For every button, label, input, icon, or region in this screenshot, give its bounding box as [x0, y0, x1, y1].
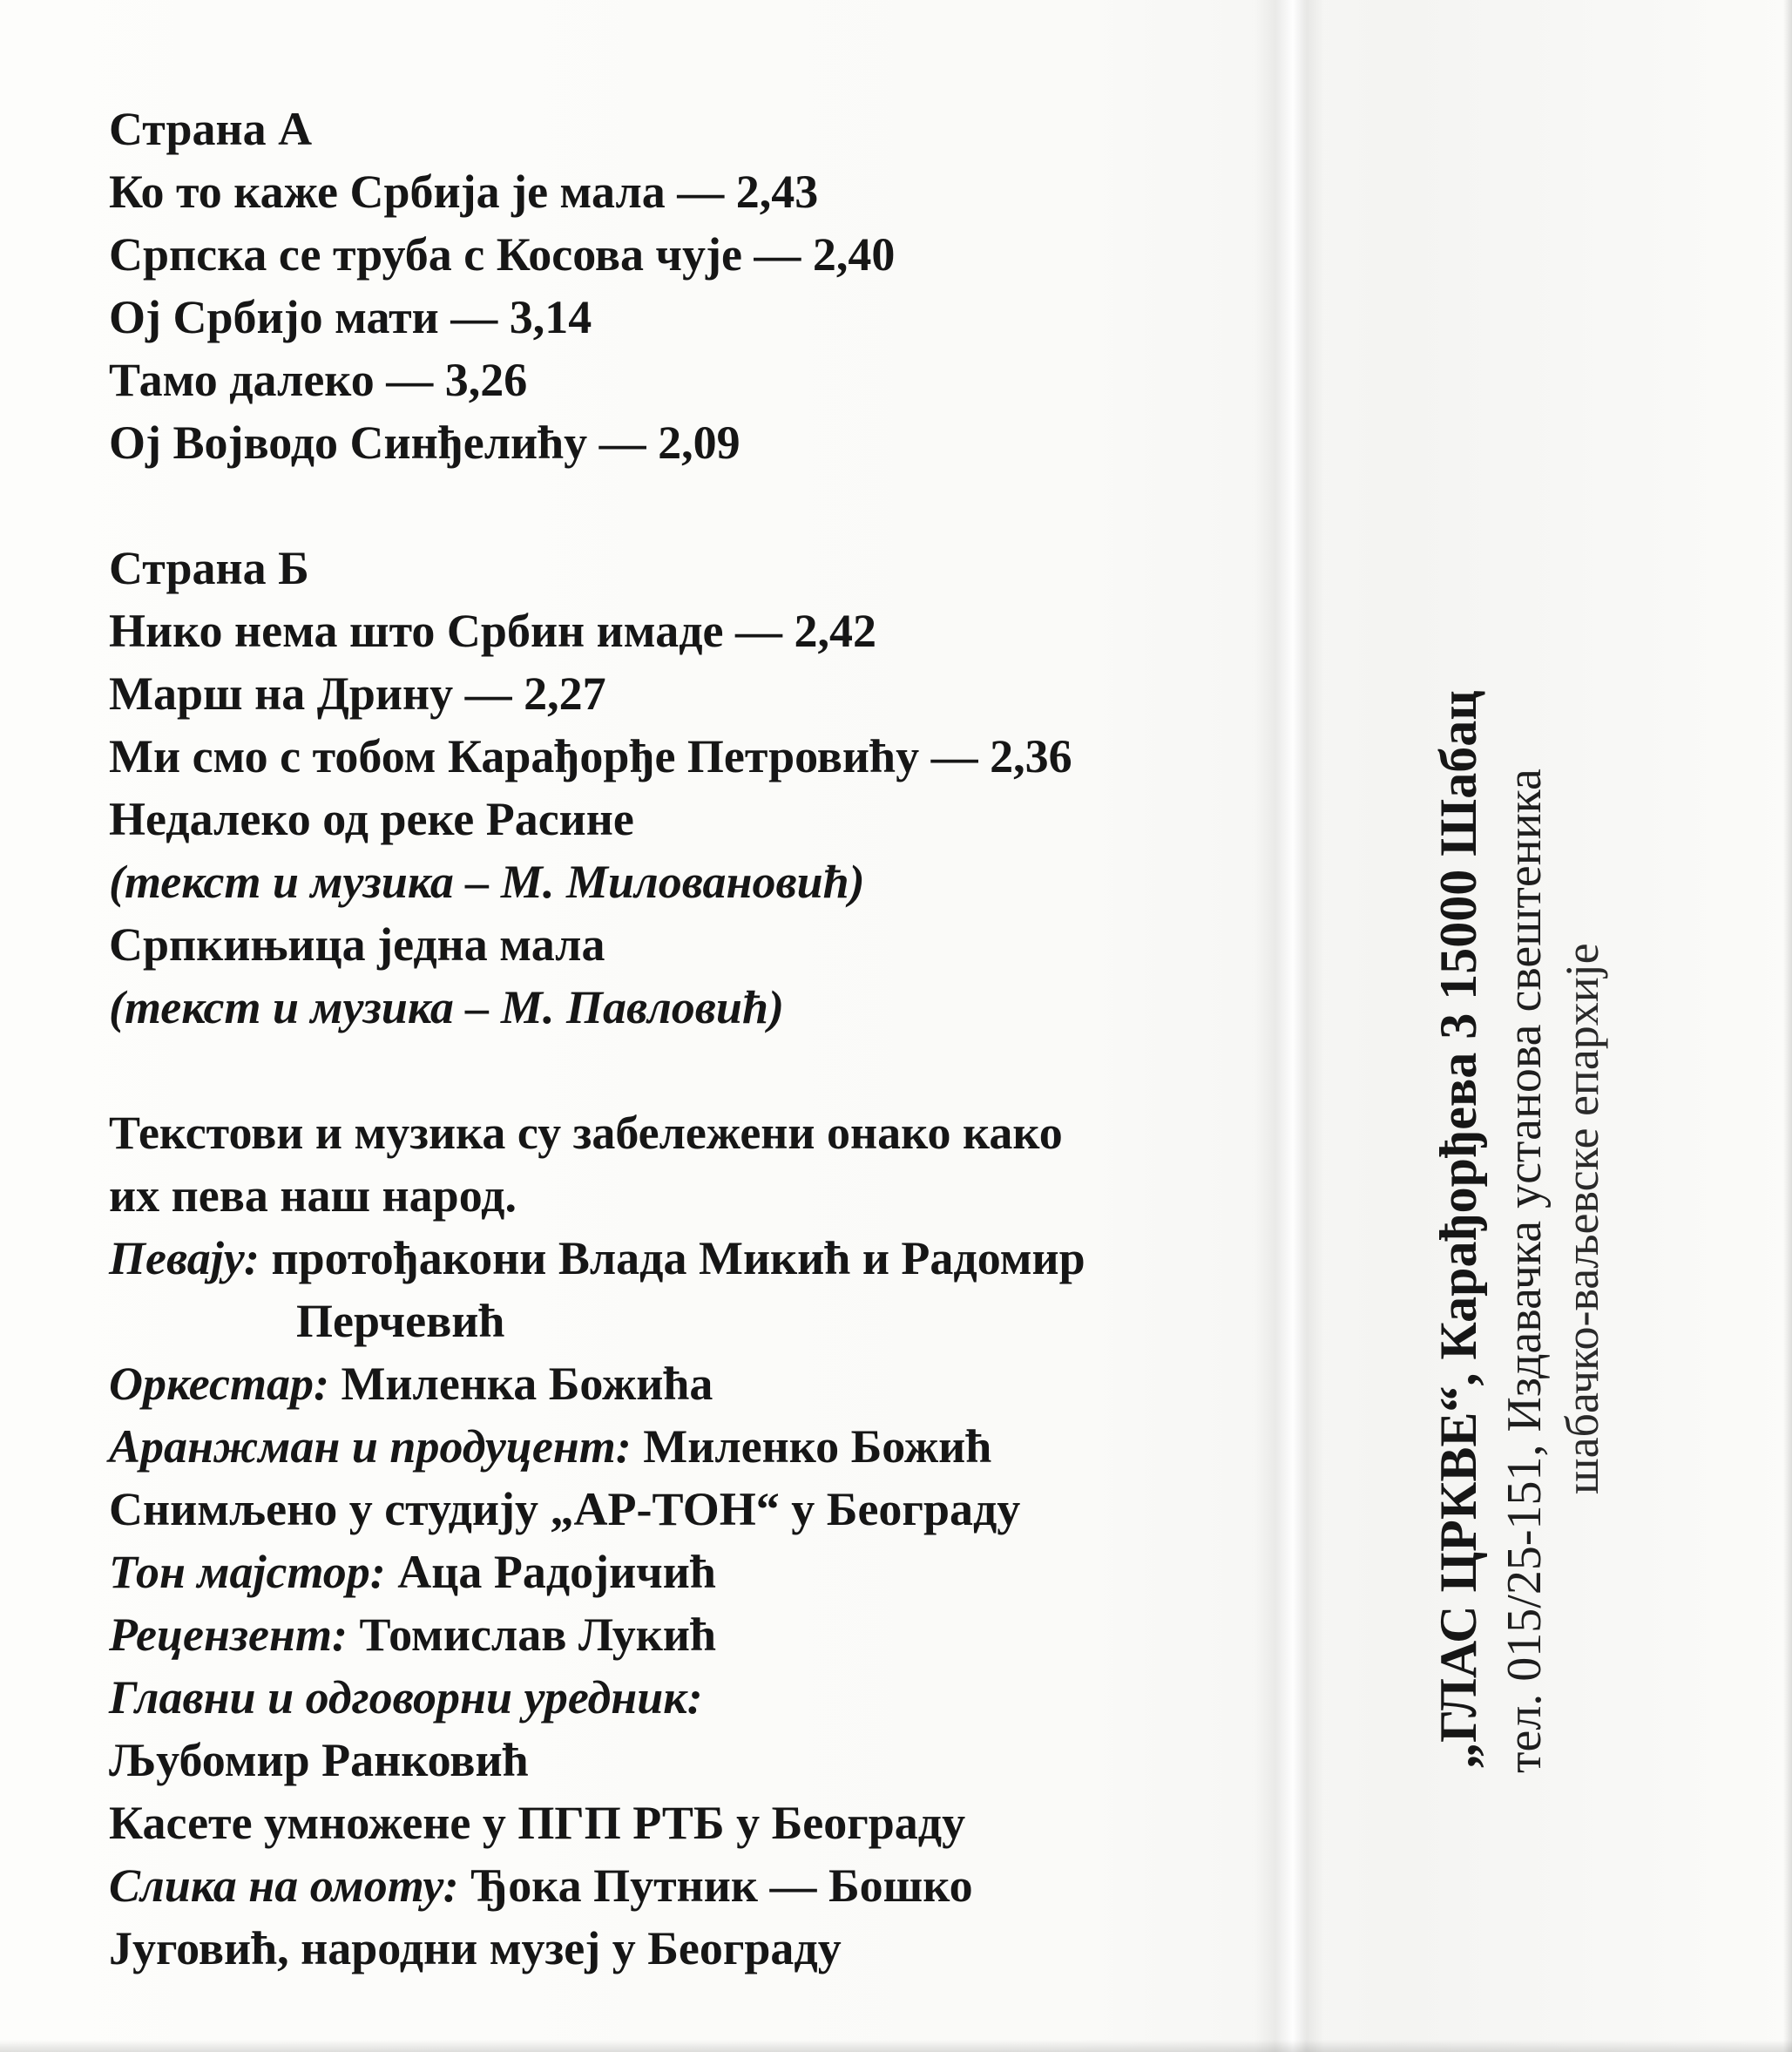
spacer — [109, 474, 1285, 537]
track-b4-title: Недалеко од реке Расине — [109, 793, 634, 845]
track-b5-credit: (текст и музика – М. Павловић) — [109, 981, 784, 1033]
track-b1: Нико нема што Србин имаде — 2,42 — [109, 605, 876, 657]
track-a3: Ој Србијо мати — 3,14 — [109, 291, 592, 343]
credit-editor-role: Главни и одговорни уредник: — [109, 1671, 703, 1724]
credit-arrangement — [109, 1415, 1285, 1478]
credit-role: Рецензент: — [109, 1608, 348, 1661]
side-b-heading: Страна Б — [109, 542, 309, 594]
notes-line-1: Текстови и музика су забележени онако како — [109, 1107, 1063, 1159]
credit-role: Оркестар: — [109, 1358, 329, 1410]
credit-copies: Касете умножене у ПГП РТБ у Београду — [109, 1797, 966, 1849]
notes-line-2: их пева наш народ. — [109, 1169, 517, 1222]
credit-orchestra — [109, 1352, 1285, 1415]
credit-cover-cont: Југовић, народни музеј у Београду — [109, 1922, 842, 1974]
credit-role: Аранжман и продуцент: — [109, 1420, 632, 1473]
track-b4-credit: (текст и музика – М. Миловановић) — [109, 856, 865, 908]
spacer — [109, 1039, 1285, 1101]
track-a2: Српска се труба с Косова чује — 2,40 — [109, 228, 896, 281]
credit-value: Миленка Божића — [341, 1358, 713, 1410]
credit-cover — [109, 1854, 1285, 1917]
credit-role: Тон мајстор: — [109, 1546, 386, 1598]
publisher-line-3: шабачко-ваљевске епархије — [1556, 943, 1608, 1494]
credit-sound — [109, 1541, 1285, 1603]
side-a-heading: Страна А — [109, 103, 313, 155]
publisher-line-1: „ГЛАС ЦРКВЕ“, Карађорђева 3 15000 Шабац — [1430, 690, 1487, 1769]
track-a1: Ко то каже Србија је мала — 2,43 — [109, 166, 819, 218]
credit-singers-cont: Перчевић — [296, 1295, 505, 1347]
bottom-edge-shadow — [0, 2040, 1792, 2052]
credit-reviewer — [109, 1603, 1285, 1666]
credit-role: Певају: — [109, 1232, 260, 1284]
credit-value: Миленко Божић — [643, 1420, 992, 1473]
credit-value: протођакони Влада Микић и Радомир — [271, 1232, 1085, 1284]
publisher-line-2: тел. 015/25-151, Издавачка установа свештеника — [1498, 769, 1552, 1773]
credit-value: Ђока Путник — Бошко — [470, 1859, 973, 1912]
track-a4: Тамо далеко — 3,26 — [109, 354, 528, 406]
track-b2: Марш на Дрину — 2,27 — [109, 667, 606, 720]
track-b3: Ми смо с тобом Карађорђе Петровићу — 2,36 — [109, 730, 1072, 782]
credit-value: Томислав Лукић — [359, 1608, 717, 1661]
track-a5: Ој Војводо Синђелићу — 2,09 — [109, 416, 740, 469]
credit-recorded: Снимљено у студију „АР-ТОН“ у Београду — [109, 1483, 1021, 1535]
credit-role: Слика на омоту: — [109, 1859, 459, 1912]
credit-singers — [109, 1227, 1285, 1290]
right-edge-shadow — [1783, 0, 1792, 2052]
tracklist-and-credits — [109, 98, 1285, 1980]
credit-editor-value: Љубомир Ранковић — [109, 1734, 529, 1786]
track-b5-title: Српкињица једна мала — [109, 918, 605, 971]
credit-value: Аца Радојичић — [397, 1546, 716, 1598]
